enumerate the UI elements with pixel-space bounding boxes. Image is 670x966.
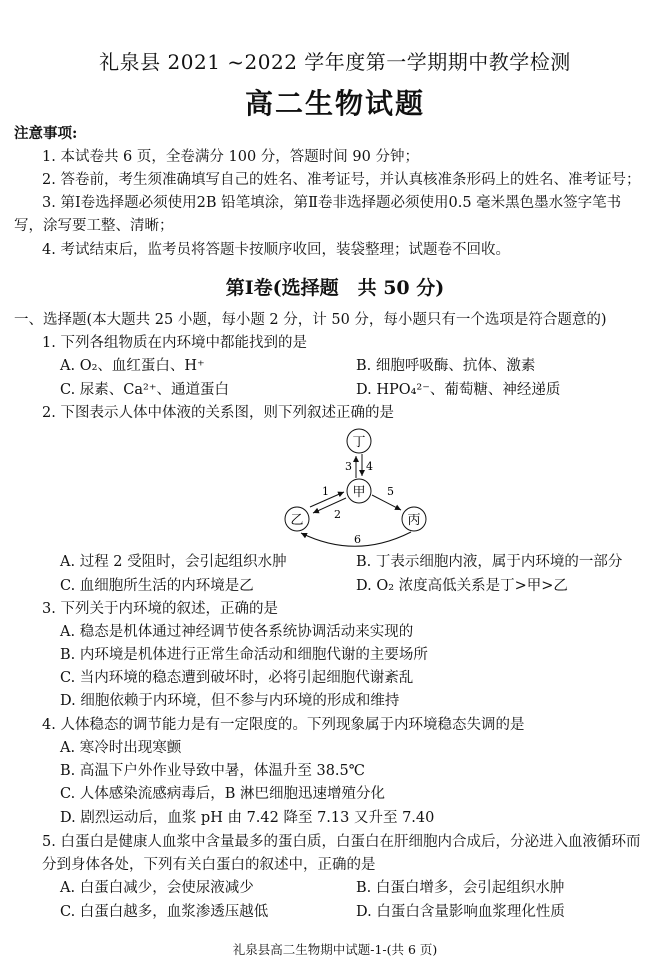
section-title: 第Ⅰ卷(选择题 共 50 分) <box>225 277 445 299</box>
option-c: C. 当内环境的稳态遭到破坏时，必将引起细胞代谢紊乱 <box>60 670 414 686</box>
option-d: D. 剧烈运动后，血浆 pH 由 7.42 降至 7.13 又升至 7.40 <box>60 810 435 826</box>
notice-heading: 注意事项: <box>14 125 78 142</box>
node-bing-label: 丙 <box>407 513 421 528</box>
option-d: D. 白蛋白含量影响血浆理化性质 <box>356 904 565 920</box>
label-1: 1 <box>322 485 329 498</box>
subject-title: 高二生物试题 <box>244 87 425 120</box>
exam-title: 礼泉县 2021 ~2022 学年度第一学期期中教学检测 <box>99 50 571 74</box>
option-d: D. HPO₄²⁻、葡萄糖、神经递质 <box>356 382 561 398</box>
question-stem-continued: 分到身体各处，下列有关白蛋白的叙述中，正确的是 <box>42 857 376 873</box>
label-4: 4 <box>366 460 373 473</box>
question-stem: 5. 白蛋白是健康人血浆中含量最多的蛋白质，白蛋白在肝细胞内合成后，分泌进入血液循环而 <box>42 834 641 850</box>
page-footer: 礼泉县高二生物期中试题-1-(共 6 页) <box>232 942 438 957</box>
option-c: C. 尿素、Ca²⁺、通道蛋白 <box>60 382 230 398</box>
option-a: A. 稳态是机体通过神经调节使各系统协调活动来实现的 <box>60 624 414 640</box>
option-a: A. 白蛋白减少，会使尿液减少 <box>60 880 254 896</box>
label-2: 2 <box>334 508 341 521</box>
node-yi-label: 乙 <box>290 513 304 528</box>
option-d: D. O₂ 浓度高低关系是丁>甲>乙 <box>356 578 568 594</box>
question-stem: 4. 人体稳态的调节能力是有一定限度的。下列现象属于内环境稳态失调的是 <box>42 717 525 733</box>
option-b: B. 丁表示细胞内液，属于内环境的一部分 <box>356 554 623 570</box>
label-6: 6 <box>354 533 361 546</box>
section-instruction: 一、选择题(本大题共 25 小题，每小题 2 分，计 50 分，每小题只有一个选项是符合题意的) <box>14 312 607 328</box>
option-a: A. O₂、血红蛋白、H⁺ <box>60 358 205 374</box>
node-ding-label: 丁 <box>352 435 366 450</box>
node-jia-label: 甲 <box>352 485 366 500</box>
option-b: B. 内环境是机体进行正常生命活动和细胞代谢的主要场所 <box>60 647 428 663</box>
notice-item: 4. 考试结束后，监考员将答题卡按顺序收回，装袋整理；试题卷不回收。 <box>42 242 510 258</box>
option-c: C. 血细胞所生活的内环境是乙 <box>60 578 254 594</box>
arrow-2 <box>313 498 346 513</box>
question-stem: 1. 下列各组物质在内环境中都能找到的是 <box>42 335 307 351</box>
option-a: A. 过程 2 受阻时，会引起组织水肿 <box>60 554 287 570</box>
option-b: B. 白蛋白增多，会引起组织水肿 <box>356 880 565 896</box>
question-stem: 2. 下图表示人体中体液的关系图，则下列叙述正确的是 <box>42 405 394 421</box>
option-b: B. 高温下户外作业导致中暑，体温升至 38.5℃ <box>60 763 365 779</box>
option-c: C. 白蛋白越多，血浆渗透压越低 <box>60 904 269 920</box>
notice-item: 3. 第Ⅰ卷选择题必须使用2B 铅笔填涂，第Ⅱ卷非选择题必须使用0.5 毫米黑色墨水签字笔书 <box>42 195 622 211</box>
option-b: B. 细胞呼吸酶、抗体、激素 <box>356 358 536 374</box>
label-5: 5 <box>387 485 394 498</box>
option-d: D. 细胞依赖于内环境，但不参与内环境的形成和维持 <box>60 693 400 709</box>
label-3: 3 <box>345 460 352 473</box>
body-fluid-diagram <box>0 425 670 555</box>
question-stem: 3. 下列关于内环境的叙述，正确的是 <box>42 601 278 617</box>
option-a: A. 寒冷时出现寒颤 <box>60 740 182 756</box>
notice-item: 2. 答卷前，考生须准确填写自己的姓名、准考证号，并认真核准条形码上的姓名、准考证号； <box>42 172 641 188</box>
notice-item: 写，涂写要工整、清晰； <box>14 218 174 234</box>
notice-item: 1. 本试卷共 6 页，全卷满分 100 分，答题时间 90 分钟； <box>42 149 419 165</box>
option-c: C. 人体感染流感病毒后，B 淋巴细胞迅速增殖分化 <box>60 786 386 802</box>
